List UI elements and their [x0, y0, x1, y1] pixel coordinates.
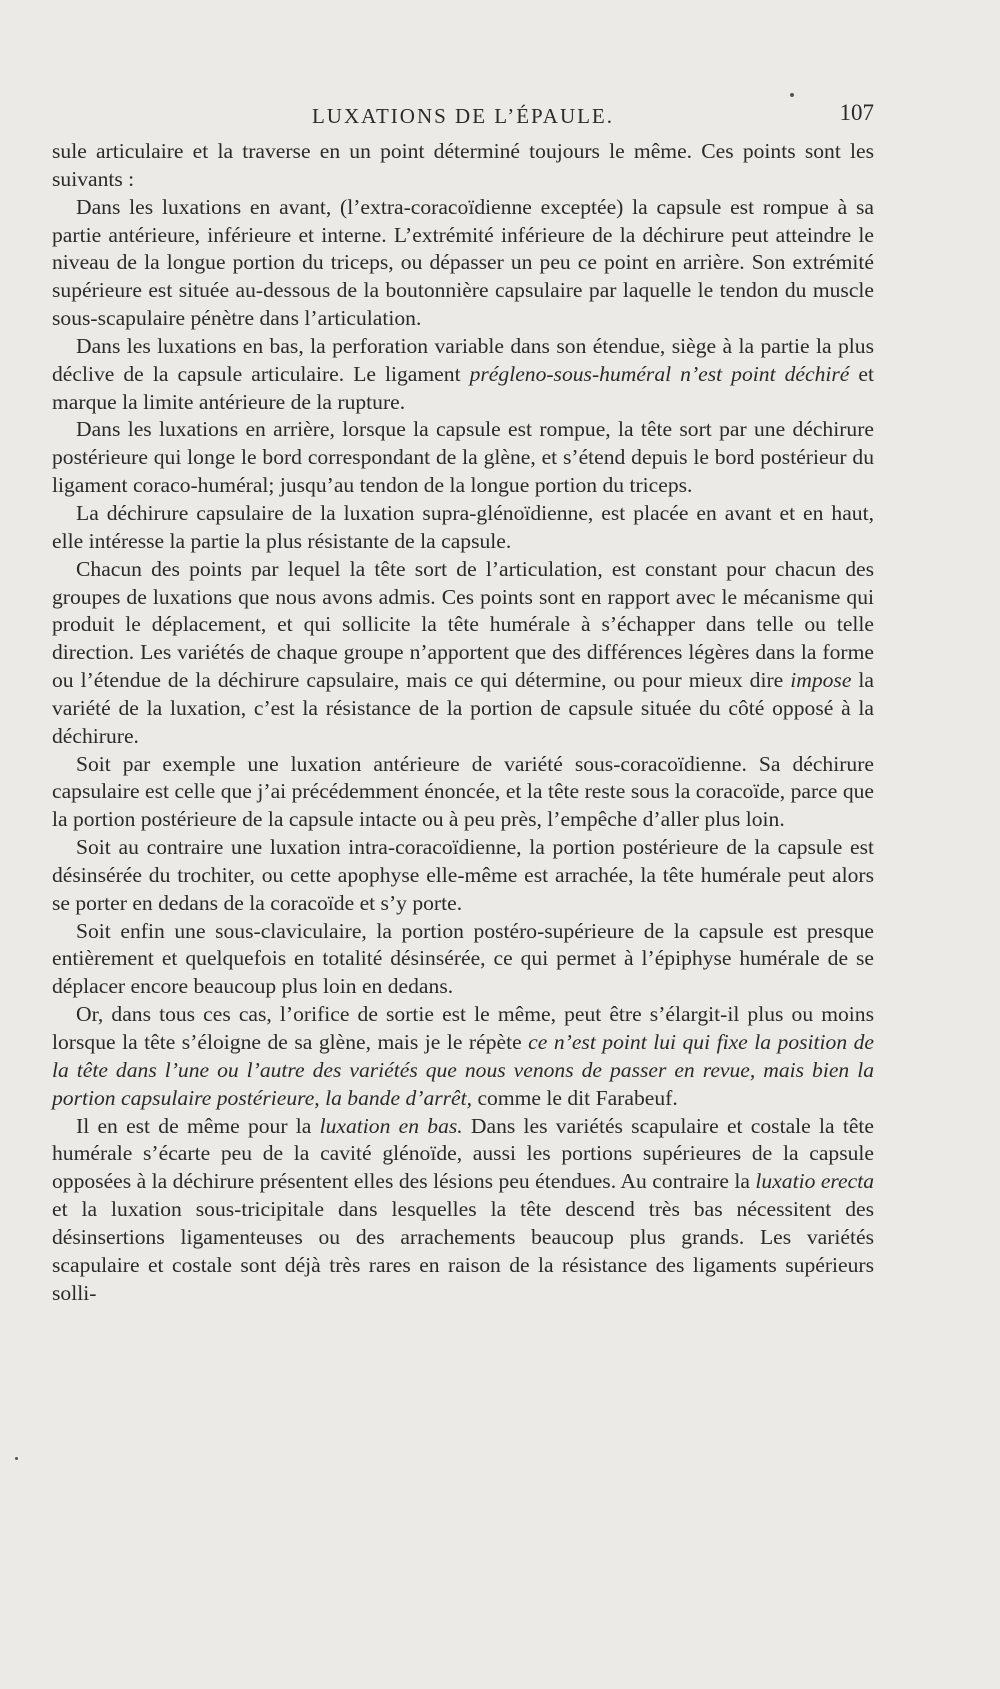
text-segment: et la luxation sous-tricipitale dans lesquelles la tête descend très bas nécessitent des désinsertions ligamenteuses ou des arrachements beaucoup plus grands. Les variétés scapulaire et costale sont déjà très rares en raison de la résistance des ligaments supérieurs solli-: [52, 1197, 874, 1305]
paragraph: [52, 138, 874, 194]
text-segment: Dans les luxations en avant, (l’extra-coracoïdienne exceptée) la capsule est rompue à sa partie antérieure, inférieure et interne. L’extrémité inférieure de la déchirure peut atteindre le niveau de la longue portion du triceps, ou dépasser un peu ce point en arrière. Son extrémité supérieure est située au-dessous de la boutonnière capsulaire par laquelle le tendon du muscle sous-scapulaire pénètre dans l’articulation.: [52, 194, 874, 331]
italic-text: impose: [790, 668, 852, 693]
paragraph: [52, 333, 874, 417]
running-title: LUXATIONS DE L’ÉPAULE.: [311, 104, 615, 128]
text-segment: Or, dans tous ces cas, l’orifice de sortie est le même, peut être s’élargit-il plus ou moins lorsque la tête s’éloigne de sa glène, mais je le répète: [52, 1002, 874, 1054]
italic-text: luxatio erecta: [755, 1169, 874, 1194]
text-segment: Chacun des points par lequel la tête sort de l’articulation, est constant pour chacun des groupes de luxations que nous avons admis. Ces points sont en rapport avec le mécanisme qui produit le déplacement, et qui sollicite la tête humérale à s’échapper dans telle ou telle direction. Les variétés de chaque groupe n’apportent que des différences légères dans la forme ou l’étendue de la déchirure capsulaire, mais ce qui détermine, ou pour mieux dire: [52, 556, 874, 693]
italic-text: luxation en bas.: [319, 1113, 463, 1138]
paragraph: [52, 751, 874, 835]
paragraph: [52, 500, 874, 556]
running-header: [52, 100, 874, 130]
text-segment: Il en est de même pour la: [76, 1113, 320, 1138]
paragraph: [52, 918, 874, 1002]
paragraph: [52, 416, 874, 500]
text-segment: Dans les luxations en arrière, lorsque la capsule est rompue, la tête sort par une déchirure postérieure qui longe le bord correspondant de la glène, et s’étend depuis le bord postérieur du ligament coraco-huméral; jusqu’au tendon de la longue portion du triceps.: [52, 417, 874, 498]
text-segment: Dans les variétés scapulaire et costale la tête humérale s’écarte peu de la cavité glénoïde, aussi les portions supérieures de la capsule opposées à la déchirure présentent elles des lésions peu étendues. Au contraire la: [52, 1113, 874, 1194]
paragraph: [52, 556, 874, 751]
ink-speck: [15, 1457, 18, 1460]
italic-text: ce n’est point lui qui fixe la position de la tête dans l’une ou l’autre des variétés que nous venons de passer en revue, mais bien la portion capsulaire postérieure, la bande d’arrêt,: [52, 1030, 875, 1110]
italic-text: prégleno-sous-huméral n’est point déchiré: [469, 361, 850, 386]
text-segment: Soit enfin une sous-claviculaire, la portion postéro-supérieure de la capsule est presque entièrement et quelquefois en totalité désinsérée, ce qui permet à l’épiphyse humérale de se déplacer encore beaucoup plus loin en dedans.: [52, 918, 874, 999]
ink-speck: [790, 93, 794, 97]
page-number: 107: [839, 100, 874, 125]
body-text: [52, 138, 874, 1307]
paragraph: [52, 1001, 874, 1112]
paragraph: [52, 834, 874, 918]
text-segment: Soit par exemple une luxation antérieure de variété sous-coracoïdienne. Sa déchirure capsulaire est celle que j’ai précédemment énoncée, et la tête reste sous la coracoïde, parce que la portion postérieure de la capsule intacte ou à peu près, l’empêche d’aller plus loin.: [52, 751, 874, 832]
text-segment: Dans les luxations en bas, la perforation variable dans son étendue, siège à la partie la plus déclive de la capsule articulaire. Le ligament: [52, 333, 874, 386]
text-segment: la variété de la luxation, c’est la résistance de la portion de capsule située du côté opposé à la déchirure.: [52, 668, 874, 748]
paragraph: [52, 194, 874, 333]
text-segment: sule articulaire et la traverse en un point déterminé toujours le même. Ces points sont les suivants :: [52, 139, 874, 191]
text-segment: et marque la limite antérieure de la rupture.: [52, 361, 875, 414]
text-segment: Soit au contraire une luxation intra-coracoïdienne, la portion postérieure de la capsule est désinsérée du trochiter, ou cette apophyse elle-même est arrachée, la tête humérale peut alors se porter en dedans de la coracoïde et s’y porte.: [52, 835, 874, 915]
text-segment: La déchirure capsulaire de la luxation supra-glénoïdienne, est placée en avant et en haut, elle intéresse la partie la plus résistante de la capsule.: [52, 500, 874, 553]
text-segment: comme le dit Farabeuf.: [472, 1085, 678, 1110]
paragraph: [52, 1113, 874, 1308]
